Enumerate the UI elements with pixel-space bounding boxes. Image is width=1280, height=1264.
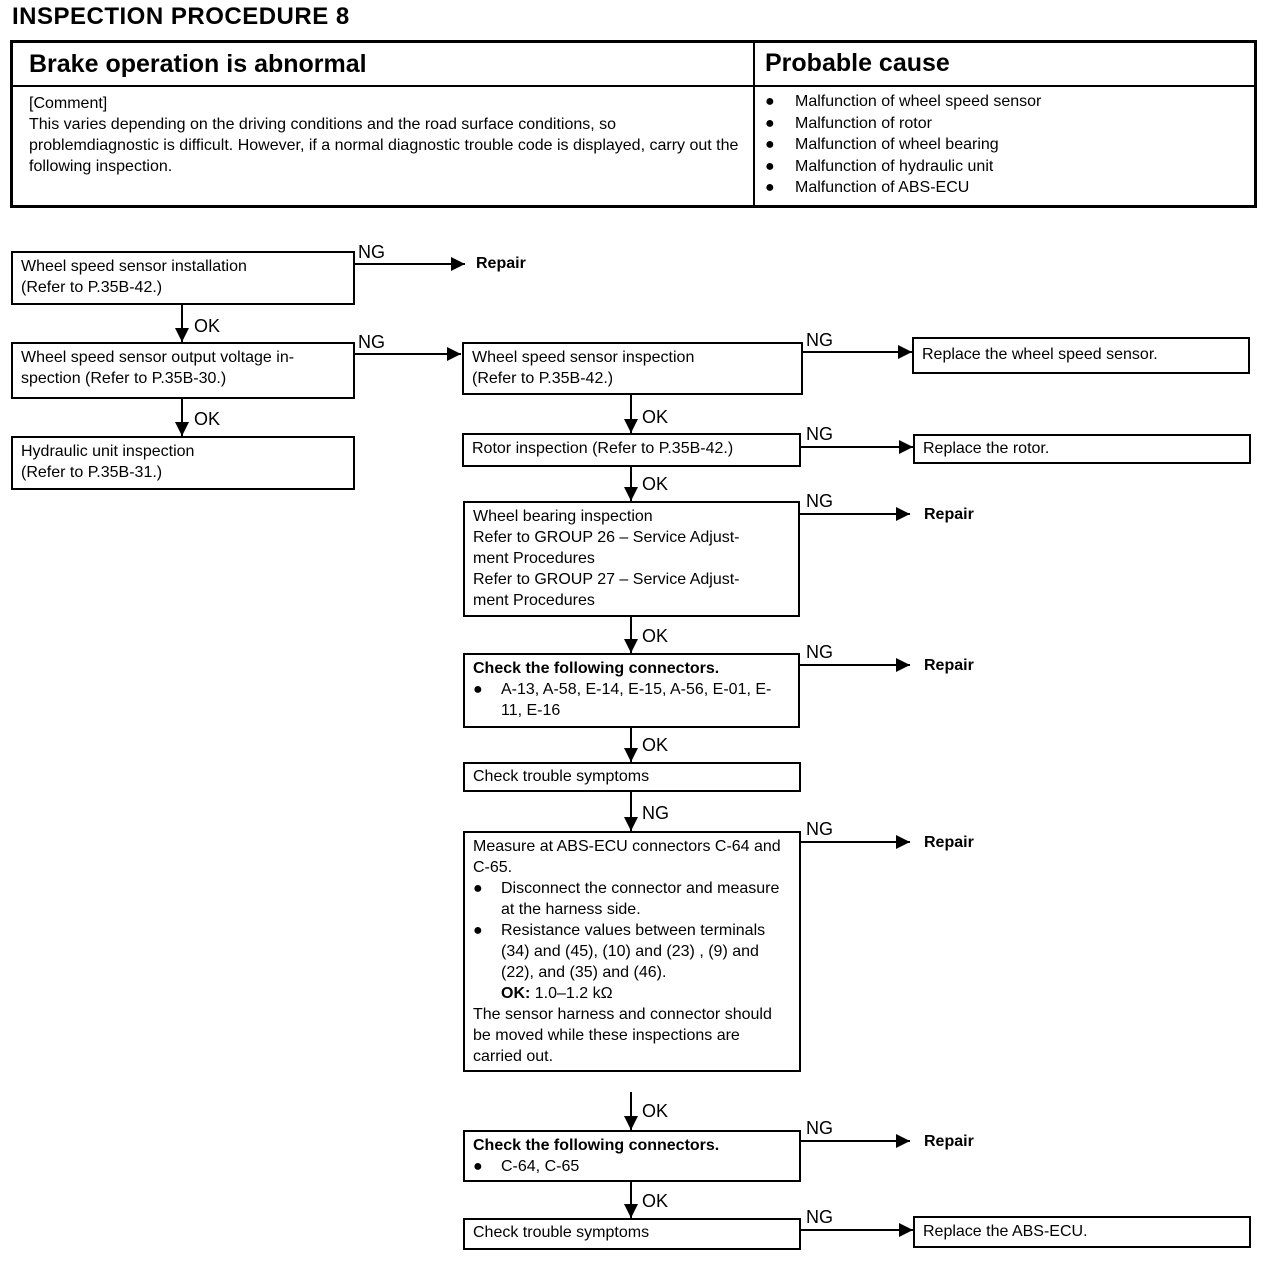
step-check-connectors-2: Check the following connectors. ● C-64, C-65 [463, 1130, 801, 1182]
step-trouble-symptoms-2: Check trouble symptoms [463, 1218, 801, 1250]
cause-item: ● Malfunction of hydraulic unit [765, 156, 1041, 178]
bullet-icon: ● [473, 681, 483, 698]
result-replace-sensor: Replace the wheel speed sensor. [912, 337, 1250, 374]
cause-item: ● Malfunction of ABS-ECU [765, 177, 1041, 199]
ok-label: OK [194, 316, 221, 336]
ng-label: NG [806, 819, 833, 839]
cause-item: ● Malfunction of rotor [765, 113, 1041, 135]
ok-label: OK [642, 474, 669, 494]
result-repair: Repair [924, 506, 974, 523]
bullet-icon: ● [473, 922, 483, 939]
ok-label: OK [642, 407, 669, 427]
bullet-icon: ● [473, 1158, 483, 1175]
step-wheel-bearing: Wheel bearing inspection Refer to GROUP 26 – Service Adjust- ment Procedures Refer to GROUP 27 – Service Adjust- ment Procedures [463, 501, 800, 617]
result-replace-rotor: Replace the rotor. [913, 434, 1251, 464]
step-output-voltage: Wheel speed sensor output voltage in- spection (Refer to P.35B-30.) [11, 342, 355, 399]
ng-label: NG [806, 424, 833, 444]
bullet-icon: ● [765, 93, 775, 110]
result-repair: Repair [476, 255, 526, 272]
cause-item: ● Malfunction of wheel bearing [765, 134, 1041, 156]
ok-label: OK [194, 409, 221, 429]
bullet-icon: ● [765, 136, 775, 153]
ok-label: OK [642, 626, 669, 646]
bullet-icon: ● [765, 179, 775, 196]
bullet-icon: ● [473, 880, 483, 897]
comment-text: This varies depending on the driving conditions and the road surface conditions, so problemdiagnostic is difficult. However, if a normal diagnostic trouble code is displayed, carry out the following inspection. [29, 116, 739, 175]
symptom-heading: Brake operation is abnormal [29, 50, 367, 78]
step-sensor-inspection: Wheel speed sensor inspection (Refer to P.35B-42.) [462, 342, 803, 395]
result-repair: Repair [924, 834, 974, 851]
ng-label: NG [806, 1207, 833, 1227]
result-repair: Repair [924, 1133, 974, 1150]
ok-label: OK [642, 1191, 669, 1211]
result-repair: Repair [924, 657, 974, 674]
result-replace-ecu: Replace the ABS-ECU. [913, 1216, 1251, 1248]
probable-cause-heading: Probable cause [765, 49, 950, 77]
step-rotor-inspection: Rotor inspection (Refer to P.35B-42.) [462, 433, 801, 467]
ok-label: OK [642, 735, 669, 755]
page-title: INSPECTION PROCEDURE 8 [12, 3, 350, 30]
cause-item: ● Malfunction of wheel speed sensor [765, 91, 1041, 113]
ng-label: NG [806, 1118, 833, 1138]
ok-label: OK [642, 1101, 669, 1121]
step-measure-ecu: Measure at ABS-ECU connectors C-64 and C-65. ● Disconnect the connector and measure at the harness side. ● Resistance values between terminals (34) and (45), (10) and (23) , (9) and (22), and (35) and (46). OK: 1.0–1.2 kΩ The sensor harness and connector should be moved while these inspections are carried out. [463, 831, 801, 1072]
bullet-icon: ● [765, 157, 775, 175]
ng-label: NG [806, 642, 833, 662]
comment-label: [Comment] [29, 95, 108, 112]
ng-label: NG [358, 332, 385, 352]
ng-label: NG [806, 330, 833, 350]
step-hydraulic-unit: Hydraulic unit inspection (Refer to P.35B-31.) [11, 436, 355, 490]
step-trouble-symptoms-1: Check trouble symptoms [463, 762, 801, 792]
step-sensor-installation: Wheel speed sensor installation (Refer to P.35B-42.) [11, 251, 355, 305]
ng-label: NG [642, 803, 669, 823]
step-check-connectors-1: Check the following connectors. ● A-13, A-58, E-14, E-15, A-56, E-01, E-11, E-16 [463, 653, 800, 728]
bullet-icon: ● [765, 114, 775, 132]
ng-label: NG [358, 242, 385, 262]
ng-label: NG [806, 491, 833, 511]
